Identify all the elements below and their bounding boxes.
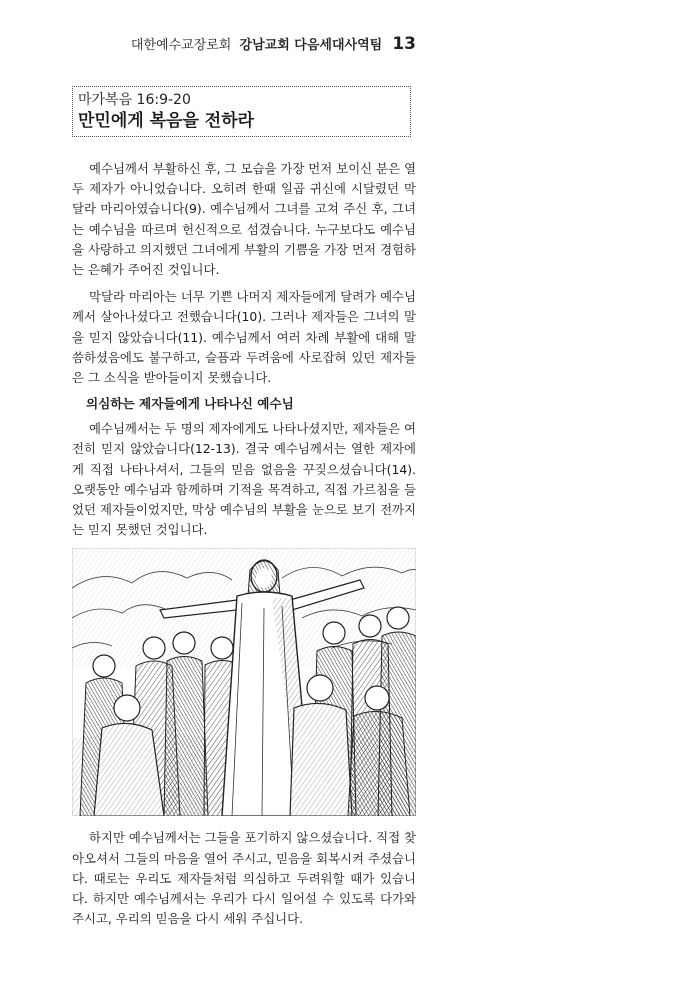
paragraph-4: 하지만 예수님께서는 그들을 포기하지 않으셨습니다. 직접 찾아오셔서 그들의 마음을 열어 주시고, 믿음을 회복시켜 주셨습니다. 때로는 우리도 제자들처럼 의심하고 두려워할 때가 있습니다. 하지만 예수님께서는 우리가 다시 일어설 수 있도록 다가와 주시고, 우리의 믿음을 다시 세워 주십니다. [72, 830, 416, 927]
scripture-reference: 마가복음 16:9-20 [78, 92, 191, 108]
paragraph-3: 예수님께서는 두 명의 제자에게도 나타나셨지만, 제자들은 여전히 믿지 않았습니다(12-13). 결국 예수님께서는 열한 제자에게 직접 나타나셔서, 그들의 믿음 없음을 꾸짖으셨습니다(14). 오랫동안 예수님과 함께하며 기적을 목격하고, 직접 가르침을 들었던 제자들이었지만, 막상 예수님의 부활을 눈으로 보기 전까지는 믿지 못했던 것입니다. [72, 421, 416, 538]
church-team-label: 강남교회 다음세대사역팀 [239, 38, 383, 53]
denomination-label: 대한예수교장로회 [130, 38, 232, 53]
page-number: 13 [392, 34, 416, 54]
jesus-with-disciples-illustration [72, 548, 416, 816]
paragraph-1: 예수님께서 부활하신 후, 그 모습을 가장 먼저 보이신 분은 열두 제자가 아니었습니다. 오히려 한때 일곱 귀신에 시달렸던 막달라 마리아였습니다(9). 예수님께서 그녀를 고쳐 주신 후, 그녀는 예수님을 따르며 헌신적으로 섬겼습니다. 누구보다도 예수님을 사랑하고 의지했던 그녀에게 부활의 기쁨을 가장 먼저 경험하는 은혜가 주어진 것입니다. [72, 161, 416, 278]
article-body [72, 159, 416, 936]
section-subheading: 의심하는 제자들에게 나타나신 예수님 [86, 396, 294, 412]
paragraph-2: 막달라 마리아는 너무 기쁜 나머지 제자들에게 달려가 예수님께서 살아나셨다고 전했습니다(10). 그러나 제자들은 그녀의 말을 믿지 않았습니다(11). 예수님께서 여러 차례 부활에 대해 말씀하셨음에도 불구하고, 슬픔과 두려움에 사로잡혀 있던 제자들은 그 소식을 받아들이지 못했습니다. [72, 289, 416, 386]
page-header [131, 34, 416, 54]
passage-title: 만민에게 복음을 전하라 [78, 111, 255, 131]
passage-title-box [72, 86, 411, 137]
